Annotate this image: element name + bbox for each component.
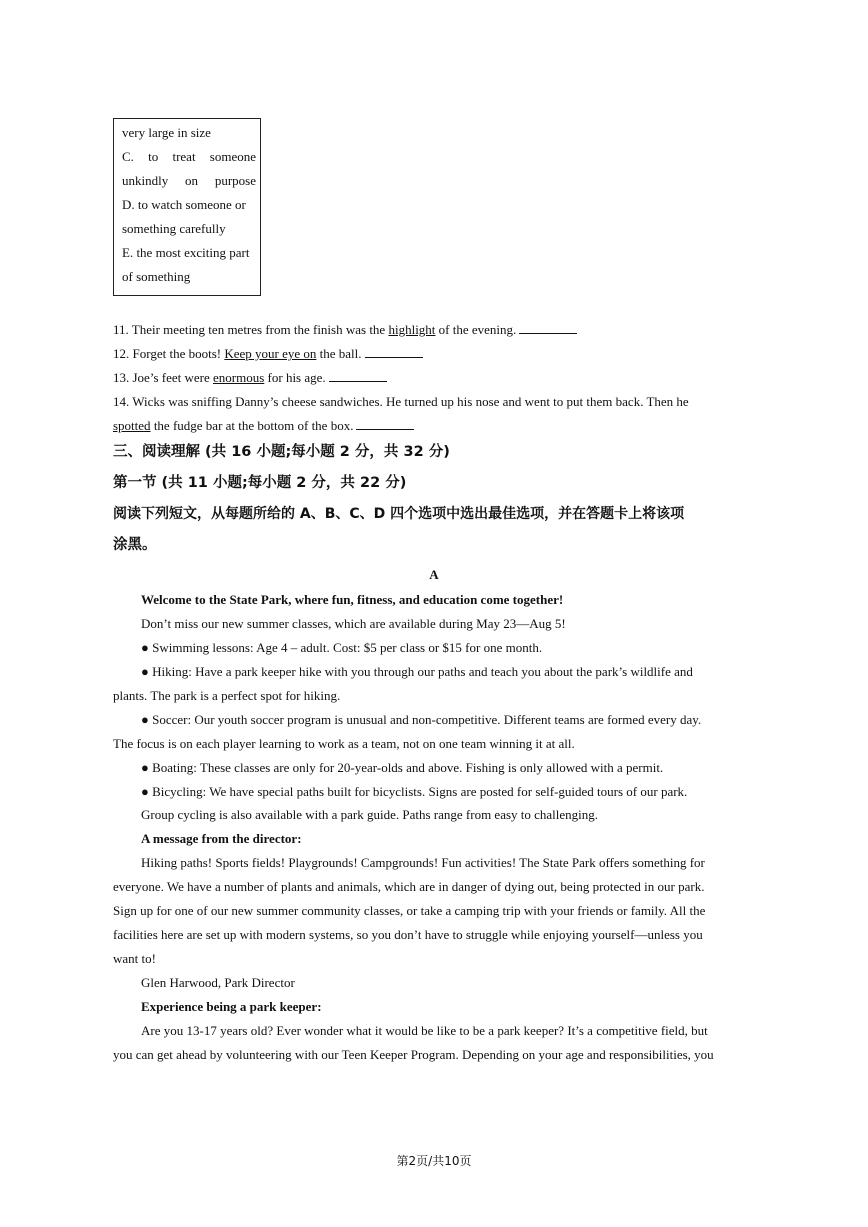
paragraph-line: everyone. We have a number of plants and animals, which are in danger of dying out, being protected in our park. bbox=[113, 879, 705, 894]
paragraph-line: want to! bbox=[113, 951, 156, 966]
answer-blank bbox=[329, 370, 387, 382]
definition-line: E. the most exciting part bbox=[122, 245, 250, 260]
paragraph-line: plants. The park is a perfect spot for hiking. bbox=[113, 688, 341, 703]
paragraph-line: facilities here are set up with modern systems, so you don’t have to struggle while enjoying yourself—unless you bbox=[113, 927, 703, 942]
definition-line: of something bbox=[122, 269, 191, 284]
keeper-heading: Experience being a park keeper: bbox=[141, 999, 322, 1014]
answer-blank bbox=[365, 346, 423, 358]
underlined-word: spotted bbox=[113, 418, 151, 433]
page-footer: 第2页/共10页 bbox=[396, 1154, 472, 1168]
paragraph-line: Are you 13-17 years old? Ever wonder what it would be like to be a park keeper? It’s a competitive field, but bbox=[141, 1023, 708, 1038]
question-14-line2 bbox=[113, 418, 414, 434]
question-11 bbox=[113, 322, 577, 338]
answer-blank bbox=[356, 418, 414, 430]
definition-line: D. to watch someone or bbox=[122, 197, 246, 212]
underlined-word: enormous bbox=[213, 370, 265, 385]
passage-label: A bbox=[429, 567, 439, 582]
question-text: 13. Joe’s feet were bbox=[113, 370, 213, 385]
instruction-line-2: 涂黑。 bbox=[113, 537, 157, 553]
paragraph-line: Group cycling is also available with a park guide. Paths range from easy to challenging. bbox=[141, 807, 599, 822]
underlined-word: highlight bbox=[388, 322, 436, 337]
question-text: 12. Forget the boots! bbox=[113, 346, 225, 361]
paragraph-line: Don’t miss our new summer classes, which are available during May 23—Aug 5! bbox=[141, 616, 566, 631]
passage-title: Welcome to the State Park, where fun, fitness, and education come together! bbox=[141, 592, 564, 607]
question-13 bbox=[113, 370, 387, 386]
question-text: of the evening. bbox=[435, 322, 517, 337]
underlined-word: Keep your eye on bbox=[224, 346, 317, 361]
question-text: the fudge bar at the bottom of the box. bbox=[150, 418, 354, 433]
question-text: 11. Their meeting ten metres from the finish was the bbox=[113, 322, 389, 337]
list-item-swimming: ● Swimming lessons: Age 4 – adult. Cost: $5 per class or $15 for one month. bbox=[141, 640, 543, 655]
paragraph-line: Hiking paths! Sports fields! Playgrounds! Campgrounds! Fun activities! The State Park offers something for bbox=[141, 855, 705, 870]
list-item-bicycling: ● Bicycling: We have special paths built for bicyclists. Signs are posted for self-guided tours of our park. bbox=[141, 784, 688, 799]
question-text: the ball. bbox=[316, 346, 362, 361]
list-item-hiking: ● Hiking: Have a park keeper hike with you through our paths and teach you about the park’s wildlife and bbox=[141, 664, 693, 679]
question-14-line1: 14. Wicks was sniffing Danny’s cheese sandwiches. He turned up his nose and went to put them back. Then he bbox=[113, 394, 689, 409]
answer-blank bbox=[519, 322, 577, 334]
definition-line: very large in size bbox=[122, 125, 211, 140]
paragraph-line: The focus is on each player learning to work as a team, not on one team winning it at all. bbox=[113, 736, 575, 751]
instruction-line-1: 阅读下列短文，从每题所给的 A、B、C、D 四个选项中选出最佳选项，并在答题卡上将该项 bbox=[113, 506, 685, 522]
definition-line: unkindly on purpose bbox=[122, 173, 256, 188]
section-heading: 三、阅读理解 (共 16 小题;每小题 2 分，共 32 分) bbox=[113, 444, 450, 460]
question-12 bbox=[113, 346, 423, 362]
paragraph-line: you can get ahead by volunteering with our Teen Keeper Program. Depending on your age and responsibilities, you bbox=[113, 1047, 714, 1062]
director-heading: A message from the director: bbox=[141, 831, 302, 846]
paragraph-line: Sign up for one of our new summer community classes, or take a camping trip with your friends or family. All the bbox=[113, 903, 706, 918]
question-text: for his age. bbox=[264, 370, 326, 385]
list-item-boating: ● Boating: These classes are only for 20-year-olds and above. Fishing is only allowed with a permit. bbox=[141, 760, 664, 775]
part-heading: 第一节 (共 11 小题;每小题 2 分，共 22 分) bbox=[113, 475, 407, 491]
definition-line: C. to treat someone bbox=[122, 149, 256, 164]
definitions-box bbox=[113, 118, 261, 296]
list-item-soccer: ● Soccer: Our youth soccer program is unusual and non-competitive. Different teams are formed every day. bbox=[141, 712, 702, 727]
director-signature: Glen Harwood, Park Director bbox=[141, 975, 295, 990]
definition-line: something carefully bbox=[122, 221, 226, 236]
